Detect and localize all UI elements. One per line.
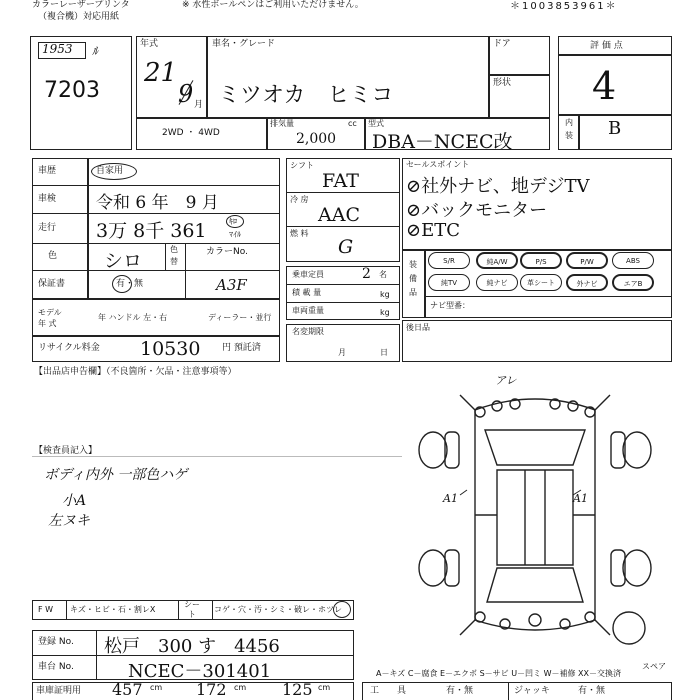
recycle-label: リサイクル料金 [38,343,100,353]
color-change-2: 替 [170,257,178,266]
equip-aftermarket-navi: 外ナビ [566,274,608,291]
interior-score: B [608,118,622,139]
equip-power-windows: P/W [566,252,608,269]
weight-label: 車両重量 [292,306,324,315]
chassis-label: 車台 No. [38,662,74,672]
model-label: 型式 [368,119,384,128]
color-no-label: カラーNo. [206,247,248,257]
handle-label: 年 ハンドル 左・右 [98,313,168,322]
model-year-label-1: モデル [38,308,62,317]
month-unit: 月 [194,100,204,110]
registration-label: 登録 No. [38,637,74,647]
seat-label-2: ト [188,610,196,619]
ac-label: 冷 房 [290,195,309,204]
recycle-value: 10530 [140,338,201,360]
spare-label: スペア [642,662,666,671]
color-no-value: A3F [216,276,247,294]
cert-height-unit: cm [318,683,331,692]
equip-alloy-wheels: 純A/W [476,252,518,269]
shift-value: FAT [322,170,359,192]
color-value: シロ [104,250,143,272]
color-label: 色 [48,251,58,261]
lot-number: 7203 [44,78,100,103]
cert-length-unit: cm [150,683,163,692]
shape-label: 形状 [493,78,512,88]
seat-label-1: シー [184,600,200,609]
displacement-label: 排気量 [270,119,294,128]
tools-label: 工 具 [370,686,407,696]
equipment-label: 装 備 品 [409,260,417,297]
ac-value: AAC [318,204,360,226]
navi-model-label: ナビ型番： [430,301,470,310]
load-unit: kg [380,290,390,299]
capacity-value: 2 [362,266,371,282]
fuel-label: 燃 料 [290,229,309,238]
equip-sr: S/R [428,252,470,269]
cert-width-unit: cm [234,683,247,692]
selling-point-3: ⊘ETC [406,220,461,241]
capacity-unit: 名 [379,270,387,279]
drive-type: 2WD ・ 4WD [162,128,220,138]
inspection-label: 車検 [38,194,57,204]
header-compat-note: （複合機）対応用紙 [38,12,120,22]
name-label: 車名・グレード [212,39,276,49]
later-items-box [402,320,672,362]
jack-label: ジャッキ [514,686,550,696]
equip-navi: 純ナビ [476,274,518,291]
selling-point-1: ⊘社外ナビ、地デジTV [406,176,590,197]
chassis-value: NCEC－301401 [128,661,272,682]
serial-number: ＊1003853961＊ [510,1,618,12]
mileage-label: 走行 [38,223,57,233]
cert-height: 125 [282,680,313,699]
inspector-label: 【検査員記入】 [34,446,98,456]
mileage-unit-mile: ﾏｲﾙ [229,230,241,239]
header-pen-notice: ※ 水性ボールペンはご利用いただけません。 [182,0,364,10]
equip-tv: 純TV [428,274,470,291]
cert-length: 457 [112,680,143,699]
note-1: ボディ内外 一部色ハゲ [44,467,188,483]
history-value: 自家用 [96,166,124,176]
inspection-value: 令和 6 年 9 月 [96,193,219,213]
car-diagram [405,370,665,655]
seat-damage: コゲ・穴・汚・シミ・破レ・ホツレ [214,605,342,614]
year-label: 年式 [140,39,159,49]
model-year-label-2: 年 式 [38,319,57,328]
fuel-value: G [338,236,354,258]
name-change-label: 名変期限 [292,327,324,336]
recycle-unit: 円 預託済 [222,343,261,353]
month-label: 月 [338,348,346,357]
model-value: DBA－NCEC改 [372,131,513,153]
weight-unit: kg [380,308,390,317]
selling-point-2: ⊘バックモニター [406,200,548,221]
tools-value: 有・無 [446,686,474,696]
lot-handwritten-code: 1953 [42,42,73,56]
equip-leather-seat: 革シート [520,274,562,291]
fw-label: F W [38,605,54,614]
lot-unit: ﾙ [92,44,99,58]
door-label: ドア [493,39,511,49]
mileage-value: 3万 8千 361 [96,220,207,242]
shift-label: シフト [290,161,314,170]
warranty-label: 保証書 [38,279,66,289]
diagram-tag-top: アレ [495,374,517,387]
vehicle-name: ミツオカ ヒミコ [218,83,394,108]
evaluation-label: 評 価 点 [590,41,623,51]
warranty-value: 有・無 [116,279,144,289]
equip-power-steering: P/S [520,252,562,269]
note-3: 左ヌキ [48,513,90,529]
later-items-label: 後日品 [406,323,430,332]
color-change-1: 色 [170,245,178,254]
interior-label-1: 内 [565,118,573,127]
evaluation-score: 4 [592,64,617,108]
header-printer-note: カラーレーザープリンタ [32,0,130,10]
mileage-unit-km: ｷﾛ [229,217,237,226]
cert-width: 172 [196,680,227,699]
day-label: 日 [380,348,388,357]
history-label: 車歴 [38,166,57,176]
selling-points-label: セールスポイント [406,160,470,169]
fw-scratch: キズ・ヒビ・石・割レX [70,605,156,614]
exhibitor-label: 【出品店申告欄】（不良箇所・欠品・注意事項等） [34,367,237,377]
interior-label-2: 装 [565,131,573,140]
note-2: 小A [62,493,87,509]
equip-abs: ABS [612,252,654,269]
damage-legend: A－キズ C－腐食 E－エクボ S－サビ U－凹ミ W－補修 XX－交換済 [376,669,622,678]
displacement-value: 2,000 [296,131,337,147]
year-value: 21 [144,58,178,88]
jack-value: 有・無 [578,686,606,696]
cc-unit: cc [348,119,357,128]
certificate-label: 車庫証明用 [36,686,82,696]
equip-airbag: エアB [612,274,654,291]
registration-value: 松戸 300 す 4456 [104,636,280,657]
capacity-label: 乗車定員 [292,270,324,279]
load-label: 積 載 量 [292,288,322,297]
dealer-label: ディーラー・並行 [208,313,272,322]
diagram-tag-left: A1 [443,492,458,505]
month-value: 9 [178,80,194,108]
diagram-tag-right: A1 [573,492,588,505]
